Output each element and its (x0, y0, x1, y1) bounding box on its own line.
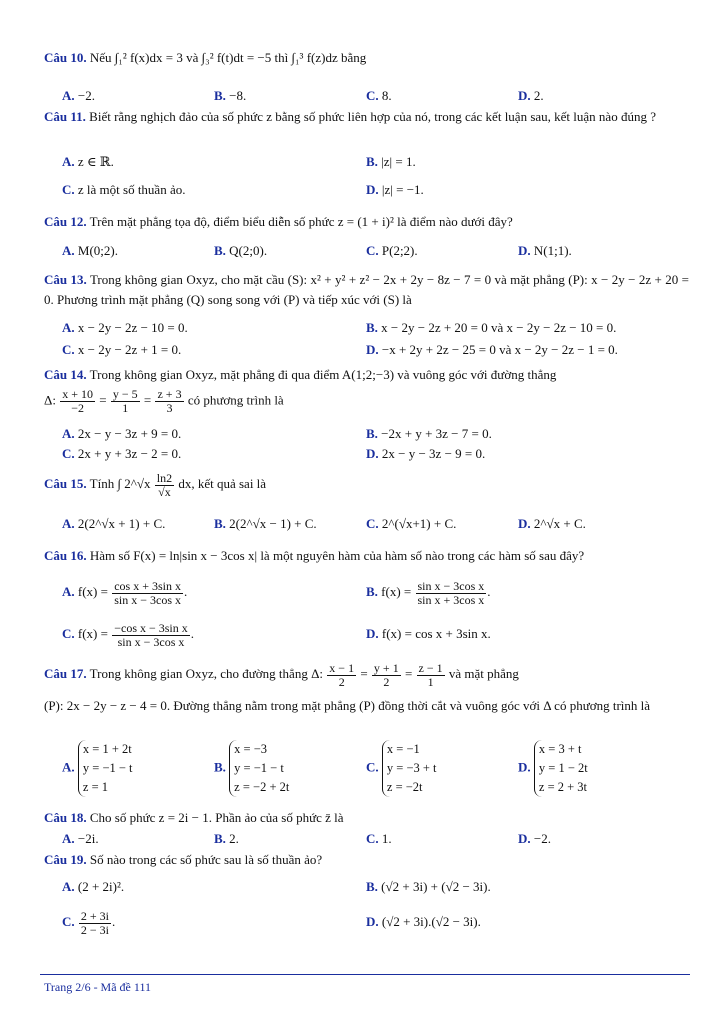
option-d[interactable]: D. 2. (518, 88, 544, 103)
option-b[interactable]: B. x = −3 y = −1 − t z = −2 + 2t (214, 740, 289, 797)
question-15: Câu 15. Tính ∫ 2^√x $\frac{\ln 2}{√x}$ dx, kết quả sai là (44, 470, 267, 499)
question-text: Nếu ∫₁² f(x)dx = 3 và ∫₃² f(t)dt = −5 thì ∫₁³ f(z)dz bằng (89, 50, 367, 65)
option-c[interactable]: C. P(2;2). (366, 243, 418, 258)
option-c[interactable]: C. f(x) = $\frac{\text{−cos x − 3sin x}}{\text{sin x − 3cos x}}$ . (62, 620, 195, 649)
fraction: $\frac{\ln 2}{√x}$ (156, 470, 173, 499)
option-a[interactable]: A. f(x) = $\frac{\text{cos x + 3sin x}}{\text{sin x − 3cos x}}$ . (62, 578, 188, 607)
question-text: Trong không gian Oxyz, mặt phẳng đi qua điểm A(1;2;−3) và vuông góc với đường thẳng (89, 367, 557, 382)
option-a[interactable]: A. x − 2y − 2z − 10 = 0. (62, 320, 188, 335)
option-a[interactable]: A. 2(2^√x + 1) + C. (62, 516, 166, 531)
option-a[interactable]: A. (2 + 2i)². (62, 879, 125, 894)
question-13 (44, 270, 689, 310)
option-c[interactable]: C. x = −1 y = −3 + t z = −2t (366, 740, 437, 797)
option-c[interactable]: C. 8. (366, 88, 392, 103)
question-17: Câu 17. Trong không gian Oxyz, cho đường thẳng Δ: $\frac{x - 1}{2}$ = $\frac{y + 1}{2}$ = $\frac{z - 1}{1}$ và mặt phẳng (44, 660, 519, 689)
question-text: Hàm số F(x) = ln|sin x − 3cos x| là một nguyên hàm của hàm số nào trong các hàm số sau đây? (89, 548, 585, 563)
option-d[interactable]: D. −2. (518, 831, 551, 846)
question-label: Câu 12. (44, 214, 87, 229)
option-c[interactable]: C. 2^(√x+1) + C. (366, 516, 457, 531)
option-a[interactable]: A. M(0;2). (62, 243, 118, 258)
question-label: Câu 15. (44, 476, 87, 491)
option-b[interactable]: B. x − 2y − 2z + 20 = 0 và x − 2y − 2z − 10 = 0. (366, 320, 617, 335)
option-b[interactable]: B. Q(2;0). (214, 243, 268, 258)
question-text: Số nào trong các số phức sau là số thuần ảo? (89, 852, 323, 867)
question-11 (44, 107, 689, 127)
option-d[interactable]: D. 2^√x + C. (518, 516, 586, 531)
question-label: Câu 10. (44, 50, 87, 65)
question-label: Câu 17. (44, 666, 87, 681)
fraction: $\frac{x + 10}{-2}$ (62, 387, 94, 415)
option-a[interactable]: A. −2. (62, 88, 95, 103)
option-a[interactable]: A. 2x − y − 3z + 9 = 0. (62, 426, 182, 441)
question-text: Trên mặt phẳng tọa độ, điểm biểu diễn số phức z = (1 + i)² là điểm nào dưới đây? (89, 214, 513, 229)
footer-divider (40, 974, 690, 975)
option-b[interactable]: B. 2(2^√x − 1) + C. (214, 516, 317, 531)
question-label: Câu 13. (44, 272, 87, 287)
option-d[interactable]: D. f(x) = cos x + 3sin x. (366, 626, 491, 641)
question-label: Câu 14. (44, 367, 87, 382)
question-19 (44, 850, 689, 870)
question-label: Câu 11. (44, 109, 86, 124)
fraction: $\frac{y - 5}{1}$ (112, 387, 138, 415)
option-d[interactable]: D. −x + 2y + 2z − 25 = 0 và x − 2y − 2z − 1 = 0. (366, 342, 618, 357)
option-b[interactable]: B. |z| = 1. (366, 154, 416, 169)
question-16 (44, 546, 689, 566)
question-18 (44, 808, 689, 828)
question-17-text: (P): 2x − 2y − z − 4 = 0. Đường thẳng nằm trong mặt phẳng (P) đồng thời cắt và vuông góc với Δ có phương trình là (44, 698, 651, 713)
option-c[interactable]: C. 2x + y + 3z − 2 = 0. (62, 446, 182, 461)
option-a[interactable]: A. x = 1 + 2t y = −1 − t z = 1 (62, 740, 133, 797)
question-text: Cho số phức z = 2i − 1. Phần ảo của số phức z̄ là (89, 810, 344, 825)
question-14 (44, 365, 689, 385)
option-c[interactable]: C. x − 2y − 2z + 1 = 0. (62, 342, 182, 357)
option-b[interactable]: B. 2. (214, 831, 239, 846)
option-d[interactable]: D. |z| = −1. (366, 182, 424, 197)
option-b[interactable]: B. −8. (214, 88, 247, 103)
option-a[interactable]: A. −2i. (62, 831, 99, 846)
page-footer: Trang 2/6 - Mã đề 111 (44, 980, 151, 994)
option-b[interactable]: B. (√2 + 3i) + (√2 − 3i). (366, 879, 491, 894)
option-c[interactable]: C. z là một số thuần ảo. (62, 182, 186, 197)
line-equation: Δ: $\frac{x + 10}{-2}$ = $\frac{y - 5}{1}$ = $\frac{z + 3}{3}$ có phương trình là (44, 387, 284, 415)
question-text: Trong không gian Oxyz, cho mặt cầu (S): x² + y² + z² − 2x + 2y − 8z − 7 = 0 và mặt phẳng (P): x − 2y − 2z + 20 = 0. Phương trình mặt phẳng (Q) song song với (P) và tiếp xúc với (S) là (44, 272, 690, 307)
option-a[interactable]: A. z ∈ ℝ. (62, 154, 114, 169)
option-d[interactable]: D. N(1;1). (518, 243, 572, 258)
option-b[interactable]: B. f(x) = $\frac{\text{sin x − 3cos x}}{\text{sin x + 3cos x}}$ . (366, 578, 491, 607)
question-10 (44, 48, 689, 68)
option-b[interactable]: B. −2x + y + 3z − 7 = 0. (366, 426, 492, 441)
question-label: Câu 16. (44, 548, 87, 563)
option-d[interactable]: D. (√2 + 3i).(√2 − 3i). (366, 914, 481, 929)
option-d[interactable]: D. 2x − y − 3z − 9 = 0. (366, 446, 486, 461)
question-12 (44, 212, 689, 232)
fraction: $\frac{z + 3}{3}$ (157, 387, 182, 415)
question-text: Biết rằng nghịch đảo của số phức z bằng số phức liên hợp của nó, trong các kết luận sau, kết luận nào đúng ? (89, 109, 656, 124)
option-d[interactable]: D. x = 3 + t y = 1 − 2t z = 2 + 3t (518, 740, 588, 797)
question-label: Câu 18. (44, 810, 87, 825)
question-label: Câu 19. (44, 852, 87, 867)
option-c[interactable]: C. $\frac{2 + 3i}{2 - 3i}$ . (62, 908, 116, 937)
option-c[interactable]: C. 1. (366, 831, 392, 846)
